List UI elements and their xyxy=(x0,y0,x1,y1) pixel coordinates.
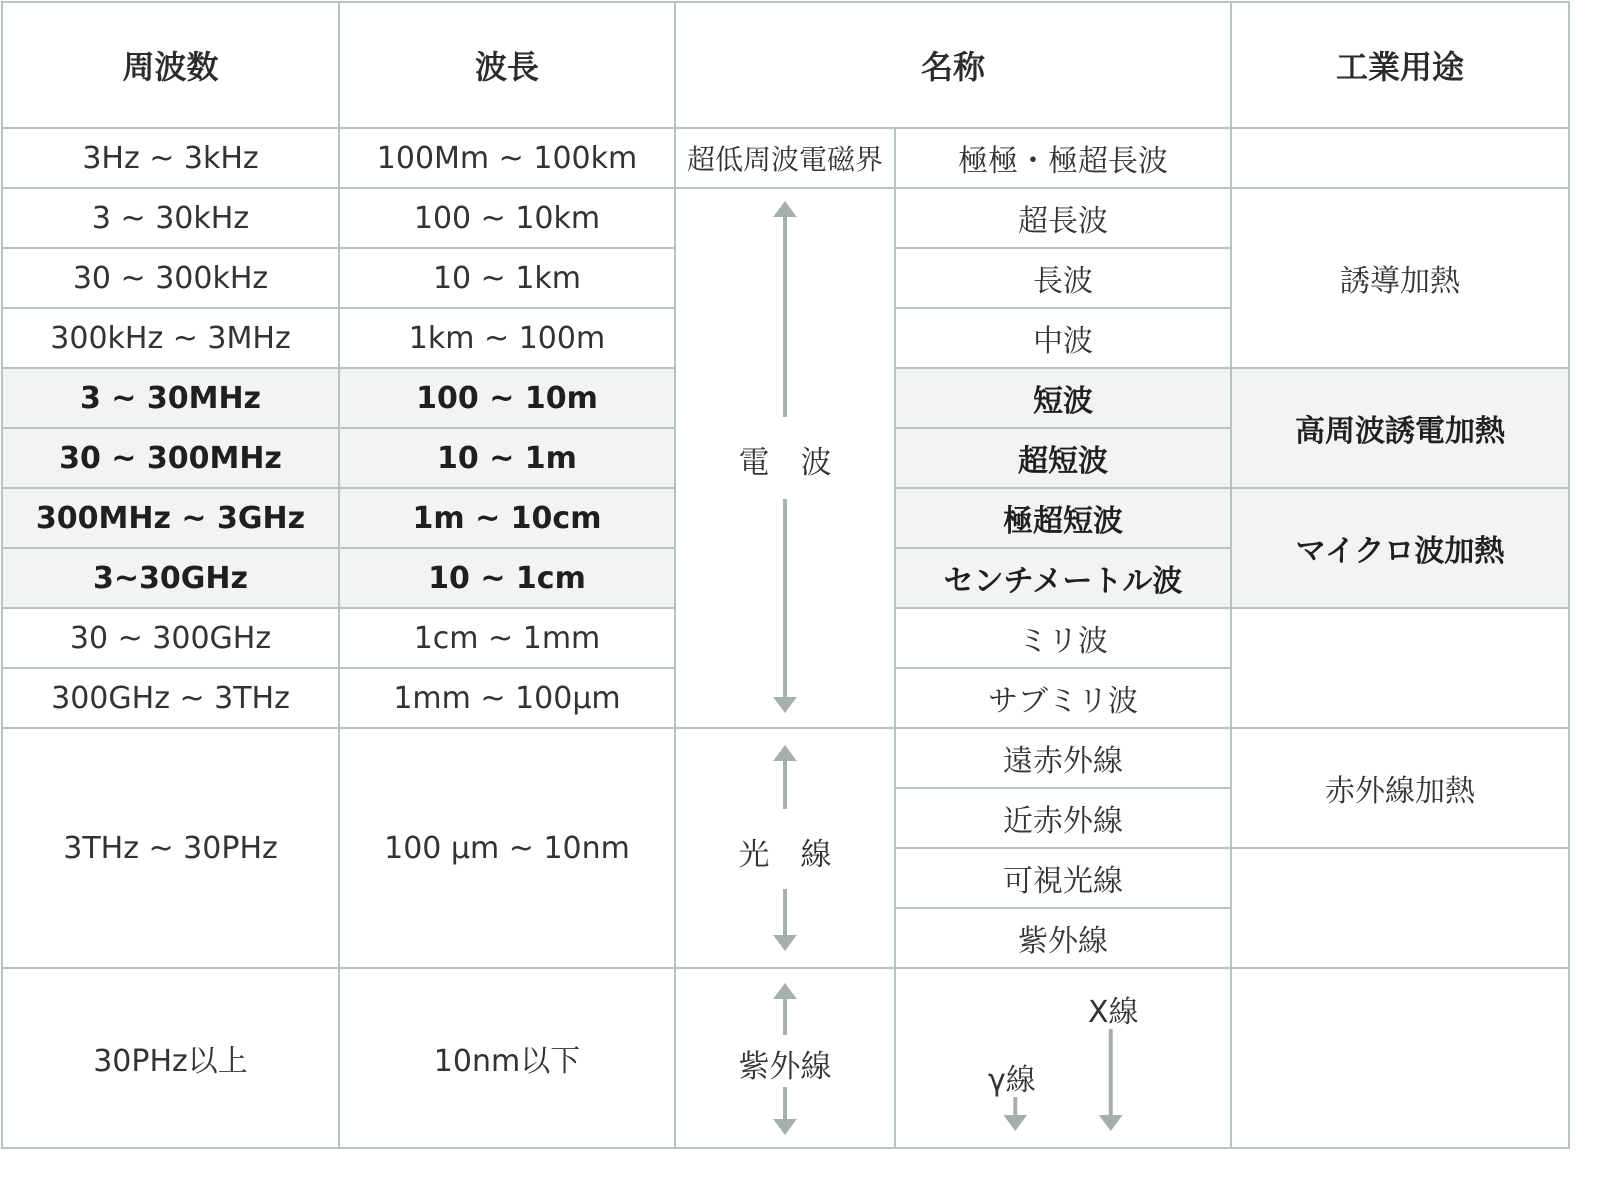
frequency-cell: 300kHz ~ 3MHz xyxy=(2,308,339,368)
name-cell: 超短波 xyxy=(895,428,1231,488)
table-row xyxy=(2,128,1569,188)
wavelength-cell: 1m ~ 10cm xyxy=(339,488,675,548)
radio-label: 電 波 xyxy=(738,445,832,481)
name-cell: 遠赤外線 xyxy=(895,728,1231,788)
wavelength-cell: 100 ~ 10m xyxy=(339,368,675,428)
wavelength-cell-light: 100 μm ~ 10nm xyxy=(339,728,675,968)
electromagnetic-spectrum-table xyxy=(1,1,1570,1149)
category-uv xyxy=(675,968,895,1148)
frequency-cell: 3~30GHz xyxy=(2,548,339,608)
name-cell: 極極・極超長波 xyxy=(895,128,1231,188)
wavelength-cell: 100Mm ~ 100km xyxy=(339,128,675,188)
name-cell: 長波 xyxy=(895,248,1231,308)
frequency-cell: 300MHz ~ 3GHz xyxy=(2,488,339,548)
wavelength-cell: 10 ~ 1m xyxy=(339,428,675,488)
frequency-cell: 30 ~ 300kHz xyxy=(2,248,339,308)
gamma-label: γ線 xyxy=(988,1063,1036,1098)
header-use: 工業用途 xyxy=(1231,2,1569,128)
frequency-cell: 3Hz ~ 3kHz xyxy=(2,128,339,188)
name-cell: 中波 xyxy=(895,308,1231,368)
frequency-cell: 30 ~ 300GHz xyxy=(2,608,339,668)
frequency-cell: 3 ~ 30MHz xyxy=(2,368,339,428)
wavelength-cell: 100 ~ 10km xyxy=(339,188,675,248)
name-cell: ミリ波 xyxy=(895,608,1231,668)
use-cell-empty xyxy=(1231,608,1569,728)
category-radio xyxy=(675,188,895,728)
wavelength-cell: 1mm ~ 100μm xyxy=(339,668,675,728)
wavelength-cell: 1km ~ 100m xyxy=(339,308,675,368)
uv-arrow xyxy=(676,969,894,1147)
name-cell: 短波 xyxy=(895,368,1231,428)
use-cell-empty xyxy=(1231,848,1569,968)
use-cell-empty xyxy=(1231,128,1569,188)
name-cell-xray-gamma xyxy=(895,968,1231,1148)
header-wavelength: 波長 xyxy=(339,2,675,128)
category-elf: 超低周波電磁界 xyxy=(675,128,895,188)
xray-label: X線 xyxy=(1088,995,1139,1030)
name-cell: サブミリ波 xyxy=(895,668,1231,728)
wavelength-cell: 1cm ~ 1mm xyxy=(339,608,675,668)
use-rf-heating: 高周波誘電加熱 xyxy=(1231,368,1569,488)
table-row xyxy=(2,188,1569,248)
name-cell: 超長波 xyxy=(895,188,1231,248)
wavelength-cell: 10nm以下 xyxy=(339,968,675,1148)
use-infrared-heating: 赤外線加熱 xyxy=(1231,728,1569,848)
name-cell: 極超短波 xyxy=(895,488,1231,548)
wavelength-cell: 10 ~ 1km xyxy=(339,248,675,308)
header-name: 名称 xyxy=(675,2,1231,128)
frequency-cell: 3 ~ 30kHz xyxy=(2,188,339,248)
wavelength-cell: 10 ~ 1cm xyxy=(339,548,675,608)
table-header-row xyxy=(2,2,1569,128)
radio-arrow xyxy=(676,189,894,727)
category-light xyxy=(675,728,895,968)
frequency-cell-light: 3THz ~ 30PHz xyxy=(2,728,339,968)
light-label: 光 線 xyxy=(738,837,832,873)
name-cell: 紫外線 xyxy=(895,908,1231,968)
table-row xyxy=(2,728,1569,788)
frequency-cell: 30 ~ 300MHz xyxy=(2,428,339,488)
frequency-cell: 300GHz ~ 3THz xyxy=(2,668,339,728)
uv-label: 紫外線 xyxy=(738,1049,832,1085)
table-row-last xyxy=(2,968,1569,1148)
xray-gamma-graphic xyxy=(896,969,1230,1147)
header-frequency: 周波数 xyxy=(2,2,339,128)
use-microwave-heating: マイクロ波加熱 xyxy=(1231,488,1569,608)
xray-gamma-arrows xyxy=(896,969,1230,1147)
use-cell-empty xyxy=(1231,968,1569,1148)
frequency-cell: 30PHz以上 xyxy=(2,968,339,1148)
name-cell: センチメートル波 xyxy=(895,548,1231,608)
name-cell: 近赤外線 xyxy=(895,788,1231,848)
name-cell: 可視光線 xyxy=(895,848,1231,908)
light-arrow xyxy=(676,729,894,967)
use-induction: 誘導加熱 xyxy=(1231,188,1569,368)
